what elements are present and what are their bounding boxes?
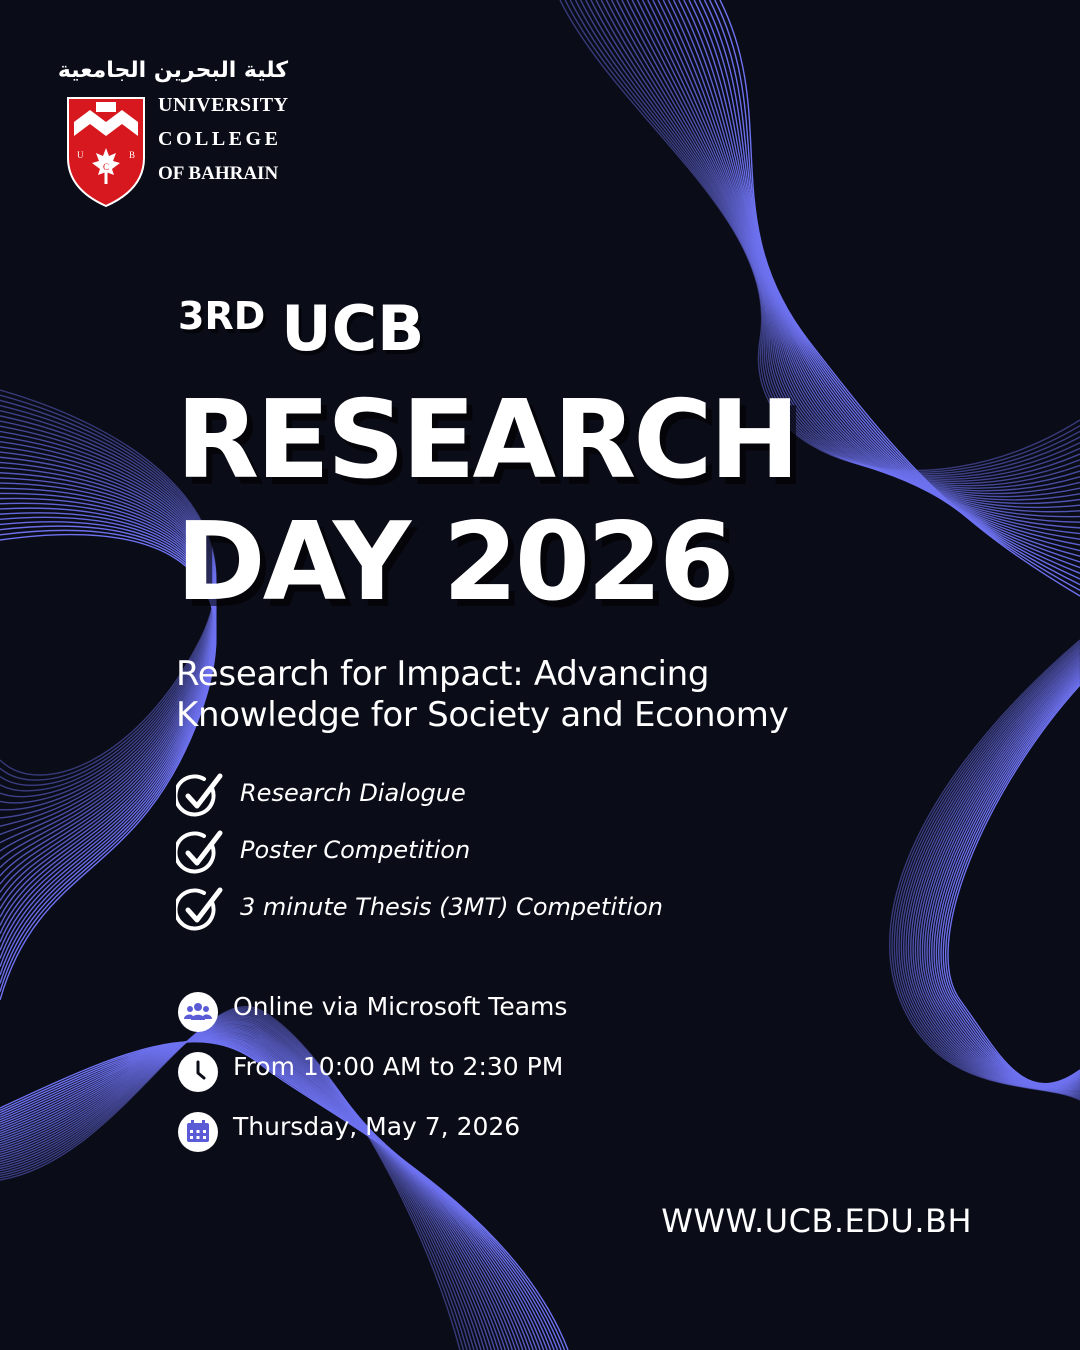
title-line-1: RESEARCH xyxy=(176,378,797,503)
logo-line-college: COLLEGE xyxy=(158,128,282,150)
logo-line-university: UNIVERSITY xyxy=(158,94,289,116)
feature-label: Research Dialogue xyxy=(240,779,466,807)
wave-line xyxy=(929,671,1080,1086)
feature-label: 3 minute Thesis (3MT) Competition xyxy=(240,893,663,921)
feature-item xyxy=(176,829,876,886)
shield-crest-icon xyxy=(66,96,146,208)
calendar-icon xyxy=(178,1112,218,1152)
event-subtitle xyxy=(176,654,936,736)
logo-line-bahrain: OF BAHRAIN xyxy=(158,163,279,184)
subtitle-line-2: Knowledge for Society and Economy xyxy=(176,695,789,735)
detail-text: Thursday, May 7, 2026 xyxy=(233,1112,521,1141)
subtitle-line-1: Research for Impact: Advancing xyxy=(176,654,710,694)
check-circle-icon xyxy=(176,829,224,877)
event-details xyxy=(176,990,876,1170)
clock-icon xyxy=(178,1052,218,1092)
event-title xyxy=(176,380,797,624)
feature-label: Poster Competition xyxy=(240,836,471,864)
edition-org: UCB xyxy=(281,292,425,365)
edition-ordinal: 3RD xyxy=(178,294,266,338)
detail-date xyxy=(176,1110,876,1170)
check-circle-icon xyxy=(176,886,224,934)
feature-list xyxy=(176,772,876,943)
shield-letter-b: B xyxy=(129,150,136,160)
shield-letter-u: U xyxy=(77,150,84,160)
title-line-2: DAY 2026 xyxy=(176,500,732,625)
detail-time xyxy=(176,1050,876,1110)
detail-text: Online via Microsoft Teams xyxy=(233,992,568,1021)
shield-letter-c: C xyxy=(103,162,110,172)
check-circle-icon xyxy=(176,772,224,820)
detail-location xyxy=(176,990,876,1050)
logo-arabic-name: كلية البحرين الجامعية xyxy=(57,58,288,83)
website-link[interactable]: WWW.UCB.EDU.BH xyxy=(661,1202,972,1240)
people-icon xyxy=(178,992,218,1032)
event-edition xyxy=(178,292,424,365)
feature-item xyxy=(176,886,876,943)
feature-item xyxy=(176,772,876,829)
detail-text: From 10:00 AM to 2:30 PM xyxy=(233,1052,564,1081)
